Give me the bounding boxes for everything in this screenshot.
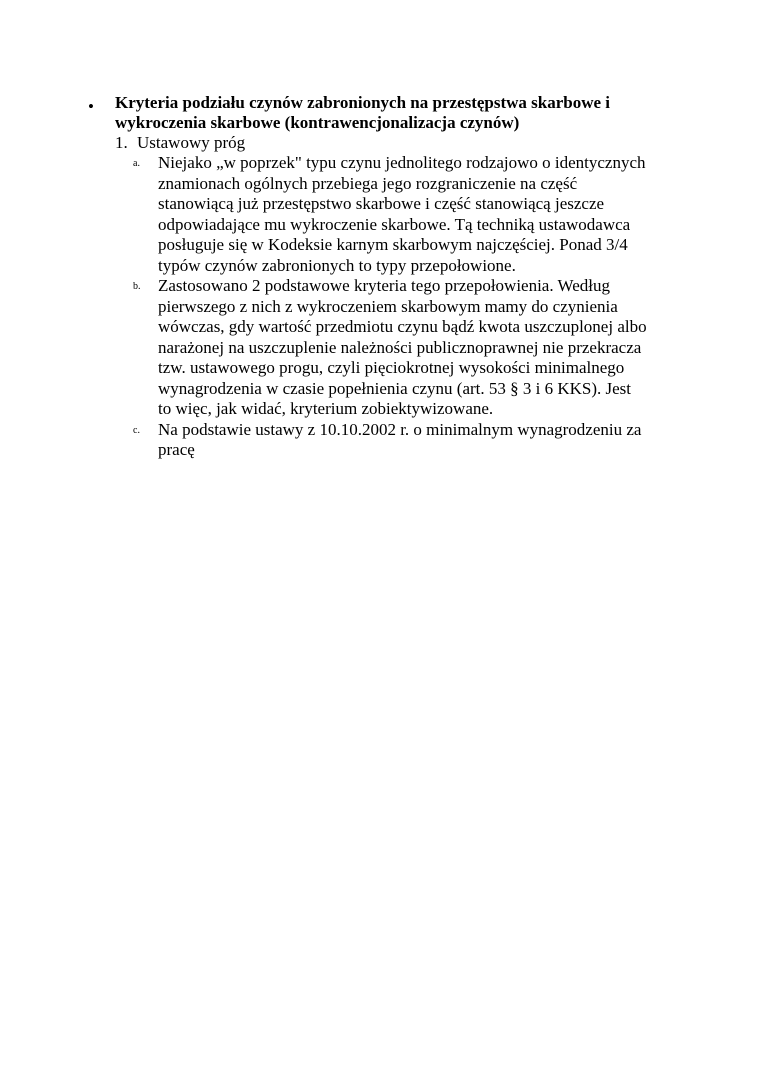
sub-item-text: Na podstawie ustawy z 10.10.2002 r. o minimalnym wynagrodzeniu za pracę [158,419,642,459]
numbered-item [115,133,668,153]
bullet-list-item [88,93,668,461]
section-heading: Kryteria podziału czynów zabronionych na przestępstwa skarbowe i wykroczenia skarbowe (kontrawencjonalizacja czynów) [115,93,611,132]
sub-item-text: Niejako „w poprzek" typu czynu jednolitego rodzajowo o identycznych znamionach ogólnych przebiega jego rozgraniczenie na część stanowiącą już przestępstwo skarbowe i część stanowiącą jeszcze odpowiadające mu wykroczenie skarbowe. Tą techniką ustawodawca posługuje się w Kodeksie karnym skarbowym najczęściej. Ponad 3/4 typów czynów zabronionych to typy przepołowione. [158,153,646,275]
sub-item-text: Zastosowano 2 podstawowe kryteria tego przepołowienia. Według pierwszego z nich z wykroczeniem skarbowym mamy do czynienia wówczas, gdy wartość przedmiotu czynu bądź kwota uszczuplonej albo narażonej na uszczuplenie należności publicznoprawnej nie przekracza tzw. ustawowego progu, czyli pięciokrotnej wysokości minimalnego wynagrodzenia w czasie popełnienia czynu (art. 53 § 3 i 6 KKS). Jest to więc, jak widać, kryterium zobiektywizowane. [158,276,647,418]
sub-item-a [133,153,648,276]
sub-item-marker: c. [133,424,140,436]
sub-item-marker: a. [133,158,140,169]
numbered-item-text: Ustawowy próg [137,133,246,152]
numbered-item-marker: 1. [115,133,128,152]
sub-item-b [133,276,648,420]
sub-list [133,153,648,461]
sub-item-marker: b. [133,281,141,292]
bullet-marker: • [88,97,94,116]
sub-item-c [133,420,648,461]
